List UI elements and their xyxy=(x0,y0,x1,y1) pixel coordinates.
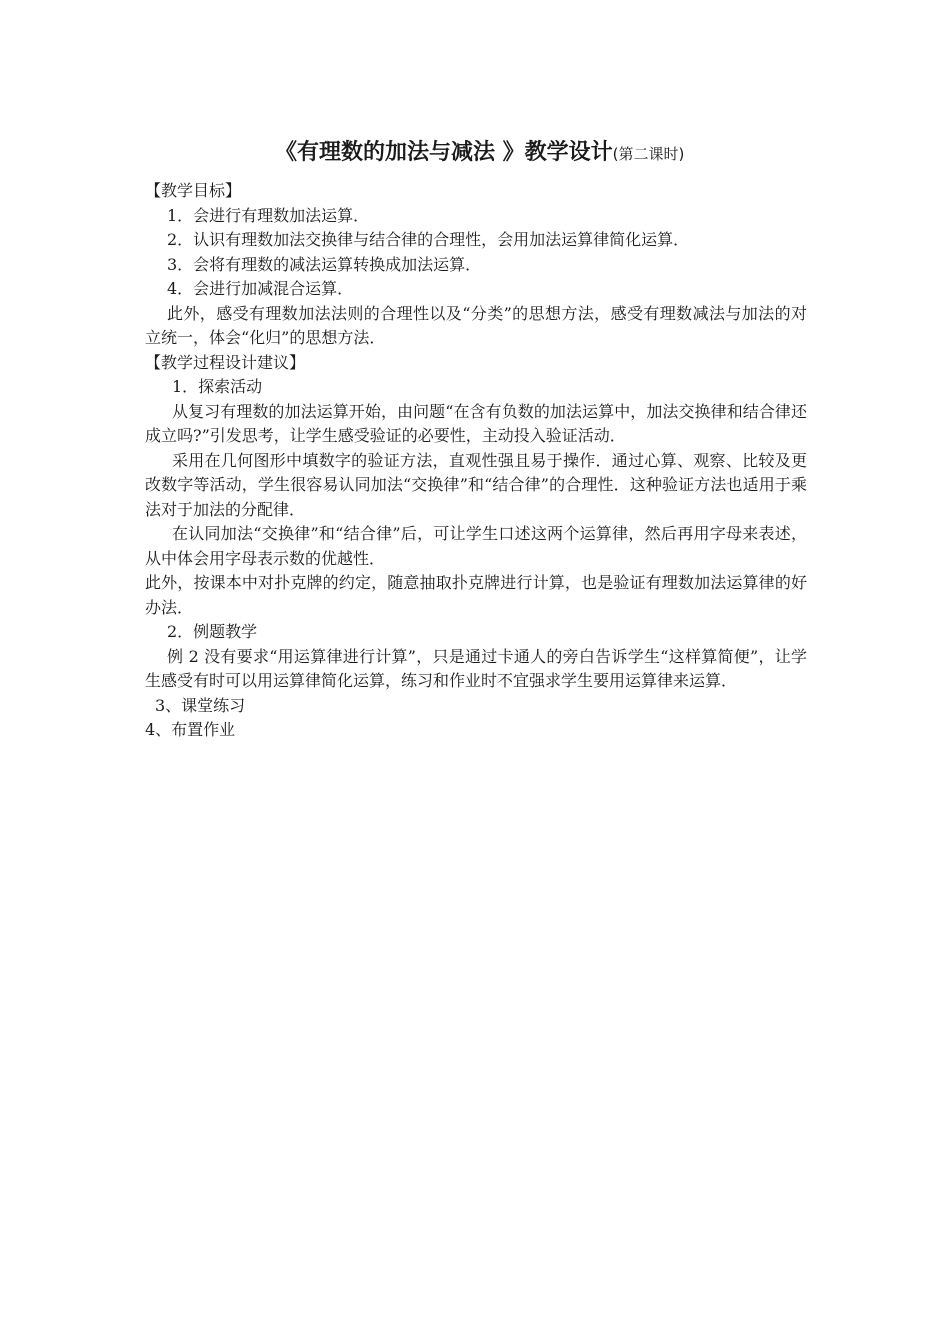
section-heading-objectives: 【教学目标】 xyxy=(145,181,242,200)
title-main: 《有理数的加法与减法 》教学设计 xyxy=(275,140,613,165)
objective-item: 3．会将有理数的减法运算转换成加法运算． xyxy=(167,254,482,274)
step2-paragraph: 例 2 没有要求“用运算律进行计算”，只是通过卡通人的旁白告诉学生“这样算简便”，让学生感受有时可以用运算律简化运算，练习和作业时不宜强求学生要用运算律来运算． xyxy=(145,646,807,690)
objective-item: 1．会进行有理数加法运算． xyxy=(167,205,370,225)
objectives-note: 此外，感受有理数加法法则的合理性以及“分类”的思想方法，感受有理数减法与加法的对立统一，体会“化归”的思想方法． xyxy=(145,303,807,347)
objective-item: 2．认识有理数加法交换律与结合律的合理性，会用加法运算律简化运算． xyxy=(167,230,690,249)
step1-paragraph: 从复习有理数的加法运算开始，由问题“在含有负数的加法运算中，加法交换律和结合律还成立吗?”引发思考，让学生感受验证的必要性，主动投入验证活动． xyxy=(145,401,807,445)
step1-paragraph: 此外，按课本中对扑克牌的约定，随意抽取扑克牌进行计算，也是验证有理数加法运算律的好办法． xyxy=(145,573,807,617)
step1-paragraph: 在认同加法“交换律”和“结合律”后，可让学生口述这两个运算律，然后再用字母来表述，从中体会用字母表示数的优越性． xyxy=(145,524,807,568)
step-heading-examples: 2．例题教学 xyxy=(167,622,258,641)
document-title xyxy=(275,138,807,169)
step-heading-homework: 4、布置作业 xyxy=(145,720,236,739)
step1-paragraph: 采用在几何图形中填数字的验证方法，直观性强且易于操作．通过心算、观察、比较及更改数字等活动，学生很容易认同加法“交换律”和“结合律”的合理性．这种验证方法也适用于乘法对于加法的分配律． xyxy=(145,450,807,519)
objective-item: 4．会进行加减混合运算． xyxy=(167,279,354,298)
document-page xyxy=(145,138,807,743)
title-suffix: (第二课时) xyxy=(612,145,685,163)
section-heading-process: 【教学过程设计建议】 xyxy=(145,352,306,372)
step-heading-explore: 1．探索活动 xyxy=(172,377,263,396)
step-heading-practice: 3、课堂练习 xyxy=(155,695,246,715)
